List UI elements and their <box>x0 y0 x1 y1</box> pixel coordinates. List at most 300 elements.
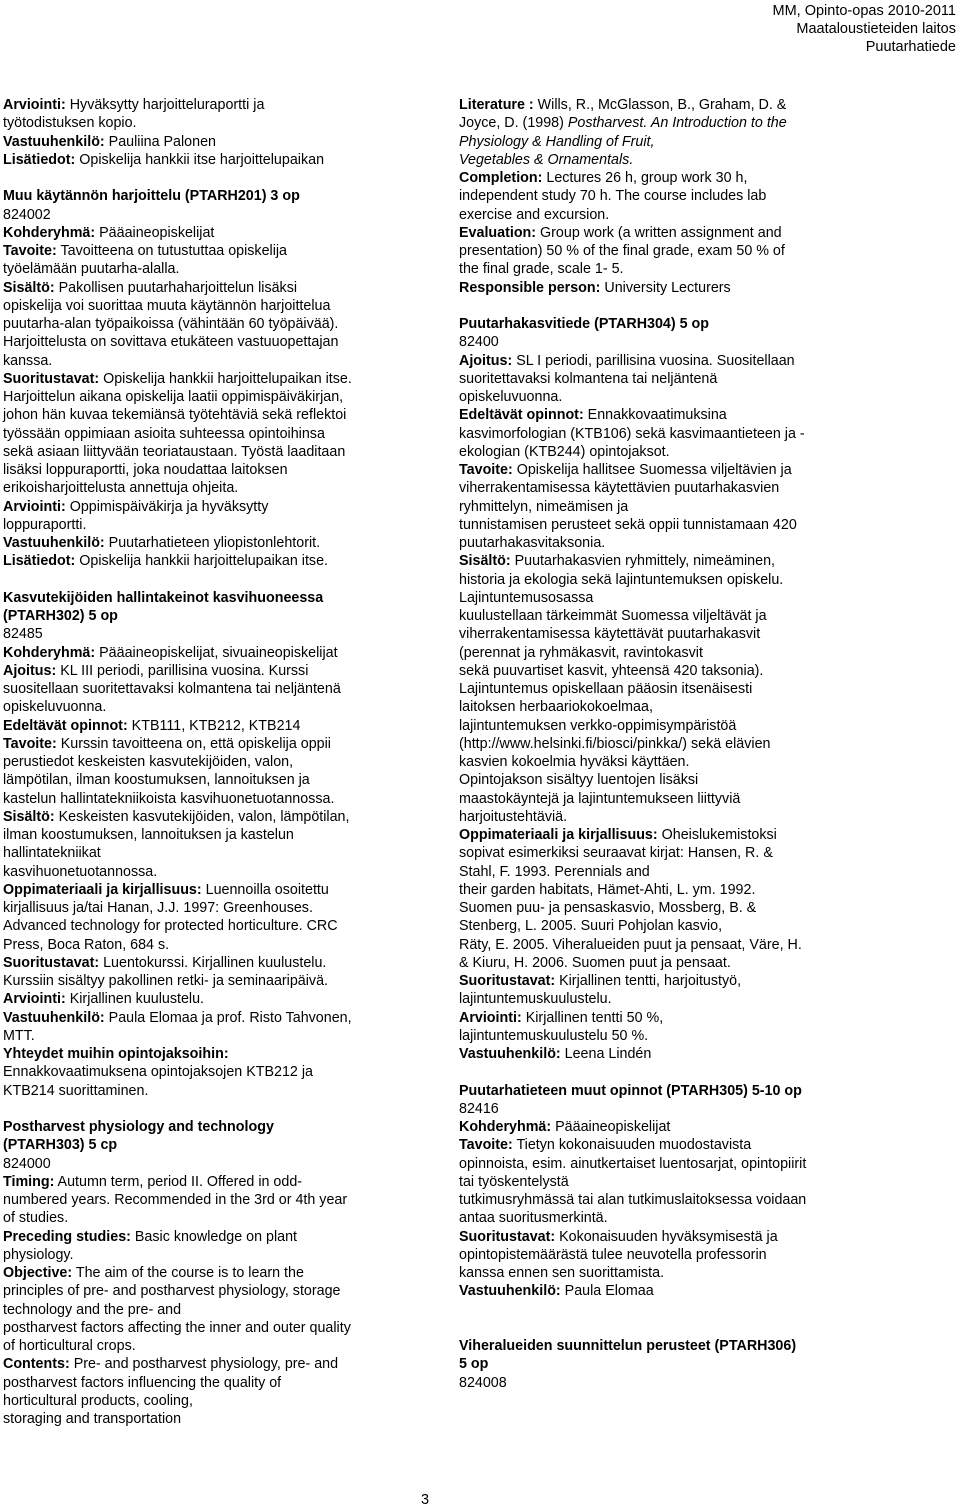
text-line <box>3 698 403 716</box>
text-line <box>459 552 859 570</box>
text-line <box>459 826 859 844</box>
text-line <box>3 425 403 443</box>
text-run: työssään oppimiaan asioita suhteessa opintoihinsa <box>3 425 325 442</box>
paragraph-gap <box>3 1100 403 1118</box>
text-run: 82400 <box>459 334 499 351</box>
text-run: Räty, E. 2005. Viheralueiden puut ja pensaat, Väre, H. <box>459 936 802 953</box>
text-line <box>3 279 403 297</box>
text-run: lajintuntemuskuulustelu. <box>459 991 612 1008</box>
left-column <box>3 96 403 1428</box>
text-run: Stenberg, L. 2005. Suuri Pohjolan kasvio, <box>459 918 723 935</box>
text-run: työtodistuksen kopio. <box>3 115 137 132</box>
text-line <box>3 1009 403 1027</box>
text-line <box>459 607 859 625</box>
text-run: Pre- and postharvest physiology, pre- and <box>69 1356 339 1373</box>
text-line <box>3 1392 403 1410</box>
text-run: Leena Lindén <box>560 1046 652 1062</box>
text-line <box>3 114 403 132</box>
paragraph-gap <box>459 1063 859 1081</box>
bold-label: Suoritustavat: <box>3 954 100 971</box>
text-run: numbered years. Recommended in the 3rd or 4th year <box>3 1192 348 1208</box>
text-run: Opintojakson sisältyy luentojen lisäksi <box>459 772 699 789</box>
text-line <box>459 1155 859 1173</box>
text-line <box>3 260 403 278</box>
text-run: antaa suoritusmerkintä. <box>459 1210 608 1227</box>
text-run: kanssa. <box>3 352 53 369</box>
text-run: Opiskelija hankkii itse harjoittelupaikan <box>75 151 325 168</box>
bold-label: Puutarhatieteen muut opinnot (PTARH305) 5-10 op <box>459 1082 802 1099</box>
text-line <box>3 717 403 735</box>
text-line <box>459 717 859 735</box>
right-column <box>459 96 859 1392</box>
text-line <box>459 370 859 388</box>
text-run: Kirjallinen tentti, harjoitustyö, <box>555 973 742 989</box>
text-line <box>459 680 859 698</box>
text-run: Ennakkovaatimuksena opintojaksojen KTB212 ja <box>3 1064 313 1081</box>
bold-label: 5 op <box>459 1356 489 1373</box>
bold-label: Arviointi: <box>3 498 66 515</box>
text-line <box>459 1045 859 1063</box>
text-run: Stahl, F. 1993. Perennials and <box>459 863 650 880</box>
text-run: viherrakentamisessa käytettävien puutarhakasvien <box>459 480 780 497</box>
text-run: hallintatekniikat <box>3 845 101 862</box>
text-line <box>459 1082 859 1100</box>
text-run: 824008 <box>459 1374 507 1391</box>
text-run: postharvest factors affecting the inner and outer quality <box>3 1319 351 1336</box>
bold-label: Tavoite: <box>459 462 513 478</box>
text-run: postharvest factors influencing the quality of <box>3 1374 282 1391</box>
text-run: sopivat esimerkiksi seuraavat kirjat: Hansen, R. & <box>459 845 773 862</box>
text-run: Oheislukemistoksi <box>657 827 777 843</box>
text-run: opiskeluvuonna. <box>459 389 563 405</box>
bold-label: Lisätiedot: <box>3 553 76 570</box>
text-line <box>459 1191 859 1209</box>
text-run: lajintuntemuskuulustelu 50 %. <box>459 1027 649 1044</box>
text-line <box>3 151 403 169</box>
text-run: Oppimispäiväkirja ja hyväksytty <box>65 498 269 515</box>
text-run: of horticultural crops. <box>3 1338 136 1354</box>
text-line <box>3 206 403 224</box>
text-run: lajintuntemuksen verkko-oppimisympäristöä <box>459 717 737 734</box>
text-run: KL III periodi, parillisina vuosina. Kurssi <box>56 662 309 679</box>
text-line <box>459 1246 859 1264</box>
text-line <box>3 972 403 990</box>
text-line <box>3 1319 403 1337</box>
text-line <box>459 534 859 552</box>
text-run: The aim of the course is to learn the <box>72 1265 304 1281</box>
text-line <box>459 771 859 789</box>
text-run: suoritettavaksi kolmantena tai neljäntenä <box>459 370 718 387</box>
text-line <box>3 936 403 954</box>
text-line <box>3 753 403 771</box>
text-run: their garden habitats, Hämet-Ahti, L. ym. 1992. <box>459 881 756 898</box>
text-run: Pääaineopiskelijat <box>95 224 215 241</box>
text-line <box>3 735 403 753</box>
text-run: historia ja ekologia sekä lajintuntemuksen opiskelu. <box>459 571 784 588</box>
text-line <box>459 443 859 461</box>
text-run: ekologian (KTB244) opintojaksot. <box>459 443 670 460</box>
text-line <box>459 625 859 643</box>
text-line <box>459 206 859 224</box>
text-run: Tietyn kokonaisuuden muodostavista <box>512 1137 752 1154</box>
text-line <box>3 1374 403 1392</box>
paragraph-gap <box>459 297 859 315</box>
text-run: opintopistemäärästä tulee neuvotella professorin <box>459 1246 767 1263</box>
text-line <box>459 899 859 917</box>
text-run: viherrakentamisessa käytettävät puutarhakasvit <box>459 626 761 643</box>
text-line <box>459 352 859 370</box>
bold-label: Lisätiedot: <box>3 151 76 168</box>
text-line <box>459 1282 859 1300</box>
text-line <box>3 224 403 242</box>
text-run: kasvihuonetuotannossa. <box>3 863 158 880</box>
text-run: opiskelija voi suorittaa muuta käytännön harjoittelua <box>3 297 331 314</box>
text-run: & Kiuru, H. 2006. Suomen puut ja pensaat. <box>459 954 731 971</box>
text-run: horticultural products, cooling, <box>3 1392 193 1409</box>
running-header <box>772 2 956 56</box>
text-line <box>459 662 859 680</box>
text-line <box>459 589 859 607</box>
text-run: exercise and excursion. <box>459 206 610 223</box>
text-line <box>3 333 403 351</box>
text-run: Kirjallinen kuulustelu. <box>65 991 205 1008</box>
text-line <box>459 571 859 589</box>
text-run: Luennoilla osoitettu <box>201 881 329 898</box>
paragraph-gap <box>3 571 403 589</box>
header-line-subject: Puutarhatiede <box>865 39 956 55</box>
text-line <box>459 1374 859 1392</box>
text-line <box>3 1282 403 1300</box>
text-line <box>3 498 403 516</box>
text-line <box>459 844 859 862</box>
text-line <box>3 625 403 643</box>
text-line <box>3 315 403 333</box>
text-line <box>3 808 403 826</box>
text-line <box>3 1063 403 1081</box>
text-line <box>3 406 403 424</box>
text-line <box>459 1100 859 1118</box>
text-line <box>459 224 859 242</box>
text-run: Opiskelija hankkii harjoittelupaikan itse. <box>99 370 352 387</box>
text-line <box>3 1337 403 1355</box>
text-line <box>3 990 403 1008</box>
text-run: independent study 70 h. The course includes lab <box>459 188 767 205</box>
text-line <box>3 607 403 625</box>
page-number: 3 <box>420 1492 430 1508</box>
bold-label: Kohderyhmä: <box>459 1119 552 1135</box>
text-run: KTB111, KTB212, KTB214 <box>127 717 301 734</box>
text-line <box>3 534 403 552</box>
text-line <box>3 844 403 862</box>
text-run: Ennakkovaatimuksina <box>583 407 727 424</box>
text-run: tunnistamisen perusteet sekä oppii tunnistamaan 420 <box>459 516 797 533</box>
text-run: Opiskelija hankkii harjoittelupaikan itse. <box>75 553 328 570</box>
text-line <box>459 790 859 808</box>
text-run: technology and the pre- and <box>3 1301 182 1318</box>
text-run: KTB214 suorittaminen. <box>3 1082 149 1099</box>
text-line <box>3 1045 403 1063</box>
text-line <box>3 1118 403 1136</box>
text-line <box>459 333 859 351</box>
bold-label: Kohderyhmä: <box>3 224 96 241</box>
text-line <box>3 479 403 497</box>
text-line <box>3 552 403 570</box>
text-line <box>459 808 859 826</box>
text-line <box>459 242 859 260</box>
text-line <box>459 279 859 297</box>
text-run: Pääaineopiskelijat <box>551 1119 671 1135</box>
paragraph-gap <box>459 1319 859 1337</box>
text-run: Kokonaisuuden hyväksymisestä ja <box>555 1228 778 1245</box>
text-line <box>3 1228 403 1246</box>
text-line <box>3 589 403 607</box>
bold-label: Vastuuhenkilö: <box>3 133 105 150</box>
text-run: Pakollisen puutarhaharjoittelun lisäksi <box>54 279 298 296</box>
text-line <box>459 1009 859 1027</box>
text-run: johon hän kuvaa tekemiänsä työtehtäviä sekä reflektoi <box>3 407 347 424</box>
bold-label: Preceding studies: <box>3 1228 131 1245</box>
text-run: University Lecturers <box>600 279 731 296</box>
bold-label: Sisältö: <box>459 553 511 570</box>
bold-label: Ajoitus: <box>459 352 513 369</box>
text-line <box>3 461 403 479</box>
bold-label: Arviointi: <box>459 1009 522 1026</box>
bold-label: Kasvutekijöiden hallintakeinot kasvihuoneessa <box>3 589 324 606</box>
text-line <box>3 662 403 680</box>
text-line <box>459 151 859 169</box>
text-line <box>459 187 859 205</box>
text-line <box>459 498 859 516</box>
bold-label: Vastuuhenkilö: <box>459 1283 561 1300</box>
text-run: presentation) 50 % of the final grade, exam 50 % of <box>459 243 785 259</box>
text-line <box>3 352 403 370</box>
text-run: sekä asiaan liittyvään teoriataustaan. Työstä laaditaan <box>3 443 346 460</box>
bold-label: Suoritustavat: <box>459 1228 556 1245</box>
text-line <box>3 1173 403 1191</box>
text-run: sekä puuvartiset kasvit, yhteensä 420 taksonia). <box>459 662 764 679</box>
bold-label: Viheralueiden suunnittelun perusteet (PTARH306) <box>459 1338 797 1354</box>
bold-label: Postharvest physiology and technology <box>3 1119 274 1135</box>
text-line <box>459 698 859 716</box>
text-line <box>459 881 859 899</box>
text-run: Group work (a written assignment and <box>536 224 782 241</box>
text-line <box>459 644 859 662</box>
text-line <box>459 425 859 443</box>
text-line <box>459 406 859 424</box>
text-run: ilman koostumuksen, lannoituksen ja kastelun <box>3 827 294 843</box>
text-line <box>3 644 403 662</box>
header-line-department: Maataloustieteiden laitos <box>796 21 956 37</box>
bold-label: Suoritustavat: <box>3 370 100 387</box>
text-run: Luentokurssi. Kirjallinen kuulustelu. <box>99 954 327 971</box>
text-run: Hyväksytty harjoitteluraportti ja <box>65 97 265 113</box>
bold-label: Ajoitus: <box>3 662 57 679</box>
text-run: kuulustellaan tärkeimmät Suomessa viljeltävät ja <box>459 608 767 624</box>
text-run: Puutarhatieteen yliopistonlehtorit. <box>104 535 321 551</box>
text-run: loppuraportti. <box>3 516 87 533</box>
text-run: kirjallisuus ja/tai Hanan, J.J. 1997: Greenhouses. <box>3 900 313 916</box>
bold-label: Contents: <box>3 1356 70 1373</box>
text-run: 824002 <box>3 206 51 223</box>
bold-label: Responsible person: <box>459 279 601 296</box>
text-run: työelämään puutarha-alalla. <box>3 261 180 278</box>
bold-label: Oppimateriaali ja kirjallisuus: <box>459 827 658 843</box>
text-run: Keskeisten kasvutekijöiden, valon, lämpötilan, <box>54 808 350 825</box>
text-run: Lajintuntemusosassa <box>459 589 594 606</box>
bold-label: Evaluation: <box>459 224 537 241</box>
text-line <box>3 1301 403 1319</box>
text-run: Paula Elomaa ja prof. Risto Tahvonen, <box>104 1009 352 1026</box>
bold-label: Suoritustavat: <box>459 973 556 989</box>
text-line <box>3 771 403 789</box>
text-run: Pauliina Palonen <box>104 133 216 150</box>
text-line <box>3 899 403 917</box>
bold-label: Vastuuhenkilö: <box>3 1009 105 1026</box>
text-run: lisäksi loppuraportti, joka noudattaa laitoksen <box>3 462 288 478</box>
bold-label: Muu käytännön harjoittelu (PTARH201) 3 op <box>3 188 300 205</box>
text-line <box>459 1173 859 1191</box>
text-line <box>3 826 403 844</box>
text-run: Tavoitteena on tutustuttaa opiskelija <box>56 243 287 259</box>
text-line <box>459 479 859 497</box>
text-run: (perennat ja ryhmäkasvit, ravintokasvit <box>459 644 703 661</box>
text-line <box>3 1264 403 1282</box>
text-run: tutkimusryhmässä tai alan tutkimuslaitoksessa voidaan <box>459 1192 807 1208</box>
text-line <box>459 260 859 278</box>
text-line <box>3 516 403 534</box>
text-line <box>459 96 859 114</box>
text-line <box>3 954 403 972</box>
text-run: Autumn term, period II. Offered in odd- <box>54 1173 303 1190</box>
text-line <box>3 443 403 461</box>
text-line <box>3 297 403 315</box>
text-line <box>459 863 859 881</box>
text-line <box>459 1337 859 1355</box>
text-run: puutarha-alan työpaikoissa (vähintään 60 työpäivää). <box>3 316 339 332</box>
text-run: (http://www.helsinki.fi/biosci/pinkka/) sekä elävien <box>459 735 771 752</box>
text-line <box>3 1027 403 1045</box>
bold-label: Arviointi: <box>3 97 66 113</box>
text-line <box>459 1228 859 1246</box>
text-line <box>3 881 403 899</box>
text-run: 82485 <box>3 626 43 643</box>
text-line <box>3 1246 403 1264</box>
text-line <box>459 388 859 406</box>
text-line <box>3 388 403 406</box>
text-line <box>3 187 403 205</box>
text-line <box>3 242 403 260</box>
text-run: Kurssiin sisältyy pakollinen retki- ja seminaaripäivä. <box>3 973 328 989</box>
text-line <box>3 133 403 151</box>
text-line <box>3 1209 403 1227</box>
text-run: Paula Elomaa <box>560 1283 654 1300</box>
bold-label: (PTARH302) 5 op <box>3 608 118 624</box>
bold-label: Objective: <box>3 1265 73 1281</box>
bold-label: Vastuuhenkilö: <box>459 1046 561 1062</box>
text-line <box>459 917 859 935</box>
text-run: physiology. <box>3 1246 74 1263</box>
text-run: Kurssin tavoitteena on, että opiskelija oppii <box>56 735 331 752</box>
text-run: opiskeluvuonna. <box>3 699 107 716</box>
text-line <box>3 917 403 935</box>
text-run: maastokäyntejä ja lajintuntemukseen liittyviä <box>459 790 741 807</box>
text-line <box>3 1191 403 1209</box>
text-run: SL I periodi, parillisina vuosina. Suositellaan <box>512 352 795 369</box>
text-line <box>3 96 403 114</box>
bold-label: Edeltävät opinnot: <box>459 407 584 424</box>
text-line <box>3 370 403 388</box>
text-run: storaging and transportation <box>3 1411 182 1427</box>
text-run: puutarhakasvitaksonia. <box>459 535 606 551</box>
bold-label: Arviointi: <box>3 991 66 1008</box>
text-run: Kirjallinen tentti 50 %, <box>521 1009 664 1026</box>
italic-text: Vegetables & Ornamentals. <box>459 151 634 168</box>
text-run: perustiedot keskeisten kasvutekijöiden, valon, <box>3 754 294 770</box>
bold-label: Completion: <box>459 170 543 186</box>
bold-label: Tavoite: <box>3 243 57 259</box>
text-run: Puutarhakasvien ryhmittely, nimeäminen, <box>510 553 775 570</box>
text-run: laitoksen herbaariokokoelmaa, <box>459 699 653 716</box>
bold-label: (PTARH303) 5 cp <box>3 1137 118 1154</box>
text-line <box>459 972 859 990</box>
text-line <box>3 1410 403 1428</box>
bold-label: Sisältö: <box>3 279 55 296</box>
text-run: principles of pre- and postharvest physiology, storage <box>3 1283 341 1300</box>
text-run: ryhmittelyn, nimeämisen ja <box>459 498 629 515</box>
header-line-course-guide: MM, Opinto-opas 2010-2011 <box>772 3 956 19</box>
text-line <box>459 1027 859 1045</box>
bold-label: Sisältö: <box>3 808 55 825</box>
text-run: Joyce, D. (1998) <box>459 115 568 132</box>
text-run: Basic knowledge on plant <box>130 1228 298 1245</box>
text-line <box>459 1264 859 1282</box>
bold-label: Vastuuhenkilö: <box>3 535 105 551</box>
text-line <box>459 315 859 333</box>
text-line <box>459 1118 859 1136</box>
text-line <box>3 790 403 808</box>
text-run: Suomen puu- ja pensaskasvio, Mossberg, B. & <box>459 900 757 916</box>
text-run: Advanced technology for protected horticulture. CRC <box>3 918 338 935</box>
text-run: Pääaineopiskelijat, sivuaineopiskelijat <box>95 644 338 661</box>
text-run: Harjoittelusta on sovittava etukäteen vastuuopettajan <box>3 334 339 351</box>
italic-text: Physiology & Handling of Fruit, <box>459 133 655 150</box>
text-line <box>459 735 859 753</box>
bold-label: Yhteydet muihin opintojaksoihin: <box>3 1046 229 1062</box>
text-line <box>459 114 859 132</box>
text-line <box>459 753 859 771</box>
italic-text: Postharvest. An Introduction to the <box>567 115 787 132</box>
bold-label: Timing: <box>3 1173 55 1190</box>
text-line <box>459 133 859 151</box>
text-line <box>3 1136 403 1154</box>
text-line <box>459 936 859 954</box>
bold-label: Edeltävät opinnot: <box>3 717 128 734</box>
text-line <box>459 990 859 1008</box>
text-run: Press, Boca Raton, 684 s. <box>3 936 170 953</box>
text-run: Lajintuntemus opiskellaan pääosin itsenäisesti <box>459 681 753 697</box>
paragraph-gap <box>3 169 403 187</box>
text-line <box>3 863 403 881</box>
text-run: Wills, R., McGlasson, B., Graham, D. & <box>533 97 787 113</box>
text-run: kanssa ennen sen suorittamista. <box>459 1265 665 1281</box>
bold-label: Tavoite: <box>459 1137 513 1154</box>
text-line <box>459 1136 859 1154</box>
bold-label: Puutarhakasvitiede (PTARH304) 5 op <box>459 316 709 332</box>
text-run: 824000 <box>3 1155 51 1172</box>
text-line <box>459 169 859 187</box>
text-run: Opiskelija hallitsee Suomessa viljeltävien ja <box>512 462 792 478</box>
text-line <box>459 954 859 972</box>
